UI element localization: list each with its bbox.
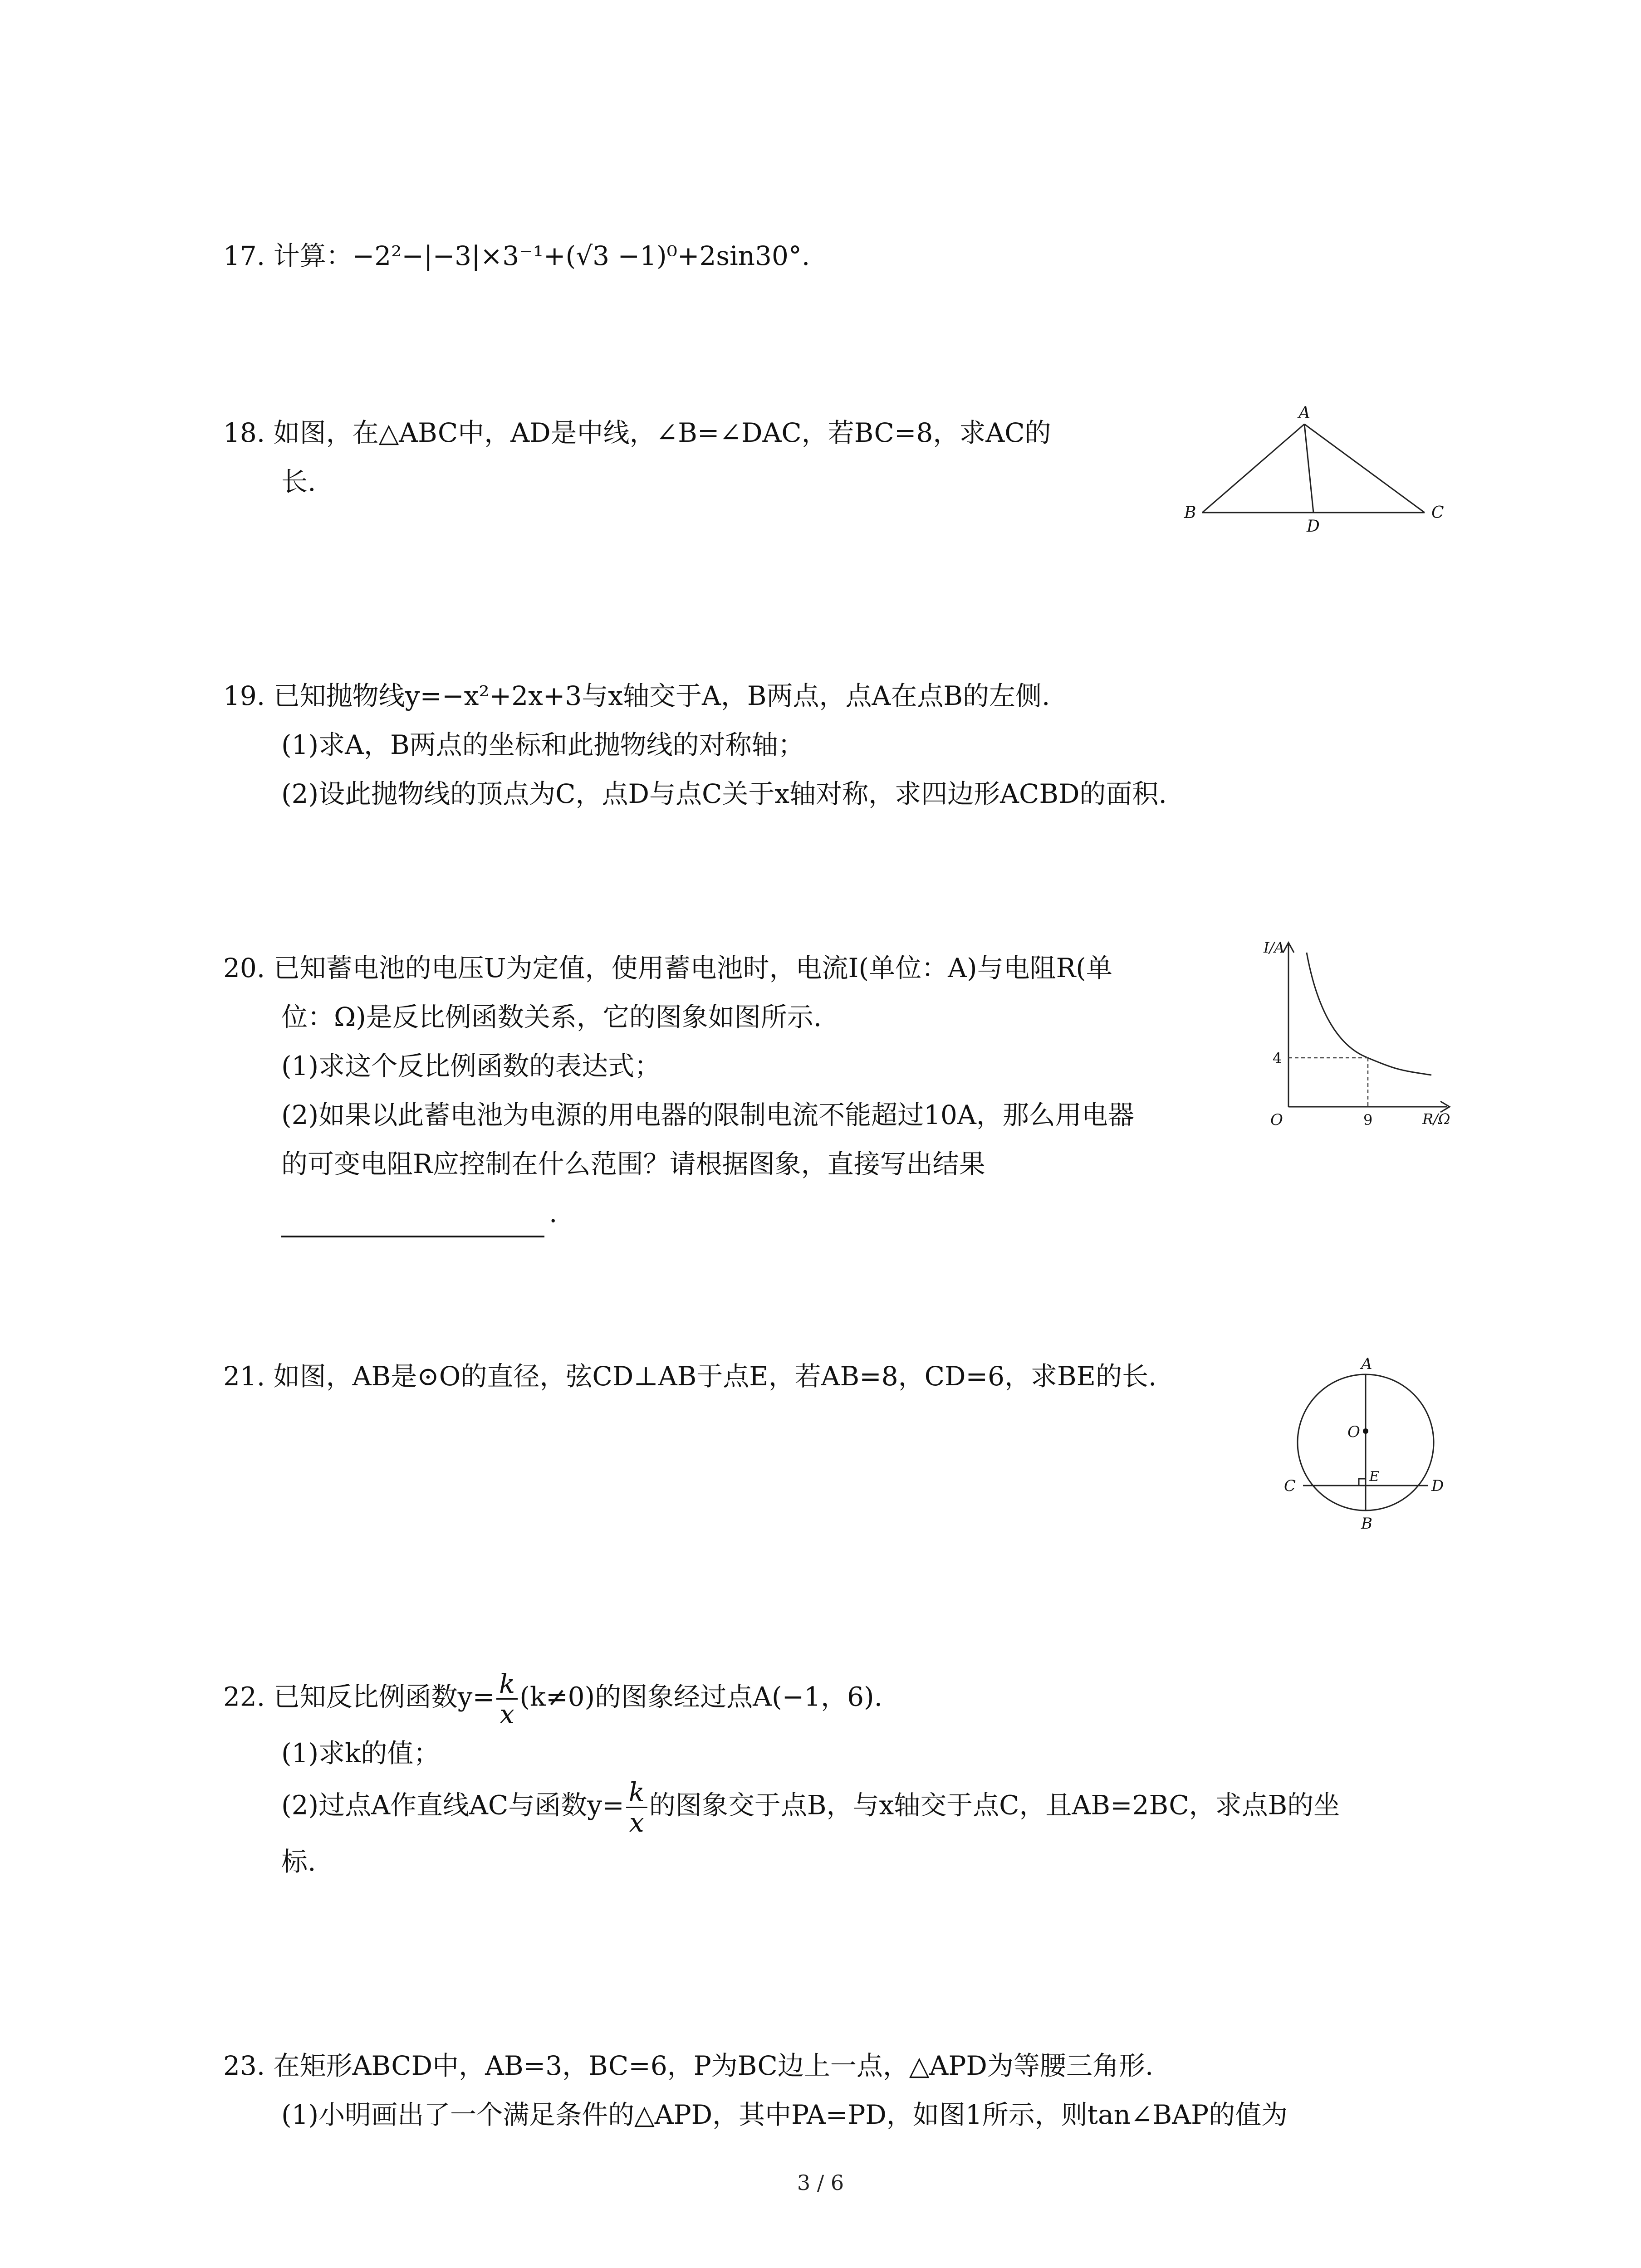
question-20 xyxy=(223,943,1134,1237)
fraction-k-over-x: $\frac{k}{x}$ xyxy=(626,1778,647,1837)
q19-line-1: 19. 已知抛物线y=−x²+2x+3与x轴交于A，B两点，点A在点B的左侧. xyxy=(223,680,1050,711)
q22-line-4: 标. xyxy=(281,1846,316,1877)
q20-line-3: (1)求这个反比例函数的表达式； xyxy=(281,1051,661,1081)
q19-line-3: (2)设此抛物线的顶点为C，点D与点C关于x轴对称，求四边形ACBD的面积. xyxy=(281,778,1167,809)
answer-blank[interactable] xyxy=(281,1208,544,1237)
x-axis-label: R/Ω xyxy=(1422,1110,1450,1128)
question-22 xyxy=(223,1669,1340,1886)
label-b: B xyxy=(1184,503,1196,522)
question-23 xyxy=(223,2041,1288,2139)
page-number: 3 / 6 xyxy=(797,2170,844,2195)
q20-inverse-graph xyxy=(1257,934,1461,1134)
center-point xyxy=(1363,1428,1368,1434)
label-d: D xyxy=(1307,517,1320,535)
q22-line-2: (1)求k的值； xyxy=(281,1738,440,1769)
fraction-k-over-x: $\frac{k}{x}$ xyxy=(496,1669,518,1729)
question-19 xyxy=(223,671,1167,818)
label-c: C xyxy=(1284,1477,1296,1495)
y-axis-label: I/A xyxy=(1264,939,1285,956)
label-e: E xyxy=(1369,1469,1379,1485)
segment-ab xyxy=(1202,424,1304,513)
label-o: O xyxy=(1347,1423,1360,1441)
q23-line-2: (1)小明画出了一个满足条件的△APD，其中PA=PD，如图1所示，则tan∠BAP的值为 xyxy=(281,2099,1288,2130)
segment-ac xyxy=(1304,424,1425,513)
label-a: A xyxy=(1361,1355,1372,1373)
q20-line-2: 位：Ω)是反比例函数关系，它的图象如图所示. xyxy=(281,1002,822,1032)
label-d: D xyxy=(1431,1477,1444,1495)
q22-line-3: (2)过点A作直线AC与函数y= $\frac{k}{x}$ 的图象交于点B，与x轴交于点C，且AB=2BC，求点B的坐 xyxy=(281,1777,1340,1838)
inverse-curve xyxy=(1307,953,1431,1075)
label-a: A xyxy=(1298,404,1310,422)
q18-line-2: 长. xyxy=(281,466,316,497)
x-tick-9: 9 xyxy=(1363,1111,1373,1129)
label-b: B xyxy=(1361,1515,1372,1533)
question-21 xyxy=(223,1352,1156,1401)
q20-line-5: 的可变电阻R应控制在什么范围？请根据图象，直接写出结果 xyxy=(281,1149,985,1179)
label-c: C xyxy=(1431,503,1444,522)
q18-triangle-figure xyxy=(1175,399,1456,535)
q21-text: 21. 如图，AB是⊙O的直径，弦CD⊥AB于点E，若AB=8，CD=6，求BE的长. xyxy=(223,1361,1157,1392)
segment-ad xyxy=(1304,424,1313,513)
q23-line-1: 23. 在矩形ABCD中，AB=3，BC=6，P为BC边上一点，△APD为等腰三角形. xyxy=(223,2050,1154,2081)
q18-line-1: 18. 如图，在△ABC中，AD是中线，∠B=∠DAC，若BC=8，求AC的 xyxy=(223,417,1051,448)
q22-line-1: 22. 已知反比例函数y= $\frac{k}{x}$ (k≠0)的图象经过点A(−1，6). xyxy=(223,1668,883,1730)
q17-text: 17. 计算：−2²−|−3|×3⁻¹+(√3 −1)⁰+2sin30°. xyxy=(223,240,810,271)
question-17 xyxy=(223,231,810,280)
q21-circle-figure xyxy=(1270,1352,1461,1533)
q20-line-1: 20. 已知蓄电池的电压U为定值，使用蓄电池时，电流I(单位：A)与电阻R(单 xyxy=(223,953,1112,983)
right-angle-mark xyxy=(1359,1479,1366,1486)
question-18 xyxy=(223,408,1051,506)
origin-label: O xyxy=(1270,1111,1283,1129)
q20-line-4: (2)如果以此蓄电池为电源的用电器的限制电流不能超过10A，那么用电器 xyxy=(281,1100,1134,1130)
q20-answer-line: . xyxy=(223,1188,1134,1237)
y-tick-4: 4 xyxy=(1273,1050,1282,1067)
q19-line-2: (1)求A，B两点的坐标和此抛物线的对称轴； xyxy=(281,729,804,760)
